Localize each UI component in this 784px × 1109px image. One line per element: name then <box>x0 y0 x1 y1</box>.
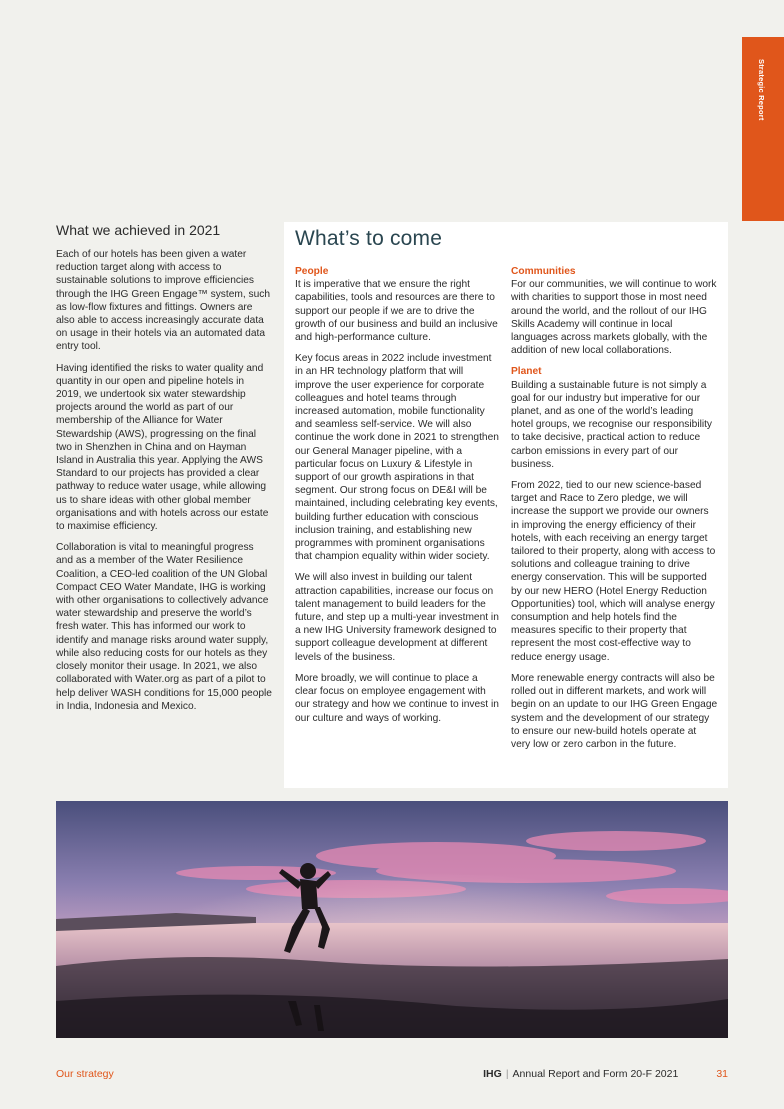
footer-section-link[interactable]: Our strategy <box>56 1068 114 1080</box>
achievements-heading: What we achieved in 2021 <box>56 222 221 238</box>
page-number: 31 <box>716 1068 728 1080</box>
panel-title: What’s to come <box>295 227 443 250</box>
communities-paragraph: For our communities, we will continue to work with charities to support those in most need around the world, and the rollout of our IHG Skills Academy will continue in local languages across markets globally, with the addition of new local collaborations. <box>511 279 717 357</box>
communities-heading: Communities <box>511 266 576 277</box>
achievements-paragraph: Collaboration is vital to meaningful progress and as a member of the Water Resilience Coalition, a CEO-led coalition of the UN Global Compact CEO Water Mandate, IHG is working with other organisations to collectively advance water stewardship and preserve the world’s fresh water. This has informed our work to identify and manage risks around water supply, while also reducing costs for our hotels as they closely monitor their usage. In 2021, we also collaborated with Water.org as part of a pilot to help deliver WASH conditions for 15,000 people in India, Indonesia and Mexico. <box>56 542 272 712</box>
achievements-paragraph: Having identified the risks to water quality and quantity in our open and pipeline hotels in 2019, we undertook six water stewardship projects around the world as part of our membership of the Alliance for Water Stewardship (AWS), progressing on the final two in Shenzhen in China and on Hayman Island in Australia this year. Applying the AWS Standard to our projects has provided a clear pathway to reduce water usage, while allowing us to share ideas with other global member organisations and with hotels across our estate to maximise efficiency. <box>56 362 269 533</box>
panel-column-left <box>295 265 502 733</box>
people-paragraph: It is imperative that we ensure the right capabilities, tools and resources are there to support our people if we are to drive the growth of our business and build an inclusive and high-performance culture. <box>295 279 498 344</box>
planet-paragraph: From 2022, tied to our new science-based target and Race to Zero pledge, we will increase the support we provide our owners in improving the energy efficiency of their hotels, with each receiving an energy target tailored to their property, along with access to solutions and colleague training to drive energy conservation. This will be supported by our new HERO (Hotel Energy Reduction Opportunities) tool, which will analyse energy consumption and help hotels find the measures specific to their property that represent the most cost-effective way to reduce energy usage. <box>511 480 716 663</box>
planet-heading: Planet <box>511 366 542 378</box>
footer-report-info <box>483 1068 728 1080</box>
people-paragraph: More broadly, we will continue to place a clear focus on employee engagement with our strategy and how we continue to invest in our culture and ways of working. <box>295 672 499 724</box>
beach-sunset-photo <box>56 801 728 1038</box>
people-paragraph: We will also invest in building our talent attraction capabilities, increase our focus on talent management to build leaders for the future, and step up a multi-year investment in a new IHG University framework designed to support colleague development at different levels of the business. <box>295 572 499 663</box>
planet-paragraph: Building a sustainable future is not simply a goal for our industry but imperative for our planet, and as one of the world’s leading hotel groups, we recognise our responsibility to take decisive, practical action to reduce carbon emissions in every part of our business. <box>511 379 713 470</box>
panel-column-right <box>511 265 718 759</box>
footer-brand: IHG <box>483 1068 502 1080</box>
achievements-paragraph: Each of our hotels has been given a water reduction target along with access to sustainable solutions to improve efficiencies through the IHG Green Engage™ system, such as low-flow fixtures and fittings. Owners are also able to access increasingly accurate data on usage in their hotels via an automated data entry tool. <box>56 249 271 353</box>
footer-report-title: Annual Report and Form 20-F 2021 <box>512 1068 679 1080</box>
people-heading: People <box>295 266 329 277</box>
people-paragraph: Key focus areas in 2022 include investment in an HR technology platform that will improve the user experience for corporate colleagues and hotel teams through increased automation, mobile functionality and seamless self-service. We will also continue the work done in 2021 to strengthen our General Manager pipeline, with a particular focus on Luxury & Lifestyle in support of our growth aspirations in that segment. Our strong focus on DE&I will be maintained, including celebrating key events, building further education with conscious inclusion training, and establishing new programmes with prominent organisations that champion equality within wider society. <box>295 353 499 563</box>
achievements-column <box>56 222 272 721</box>
side-tab-label: Strategic Report <box>757 59 766 121</box>
footer-separator: | <box>505 1068 509 1080</box>
whats-to-come-panel <box>284 222 728 788</box>
planet-paragraph: More renewable energy contracts will also be rolled out in different markets, and work will begin on an update to our IHG Green Engage system and the development of our strategy to ensure our new-build hotels operate at very low or zero carbon in the future. <box>511 672 718 750</box>
section-side-tab <box>742 37 784 221</box>
